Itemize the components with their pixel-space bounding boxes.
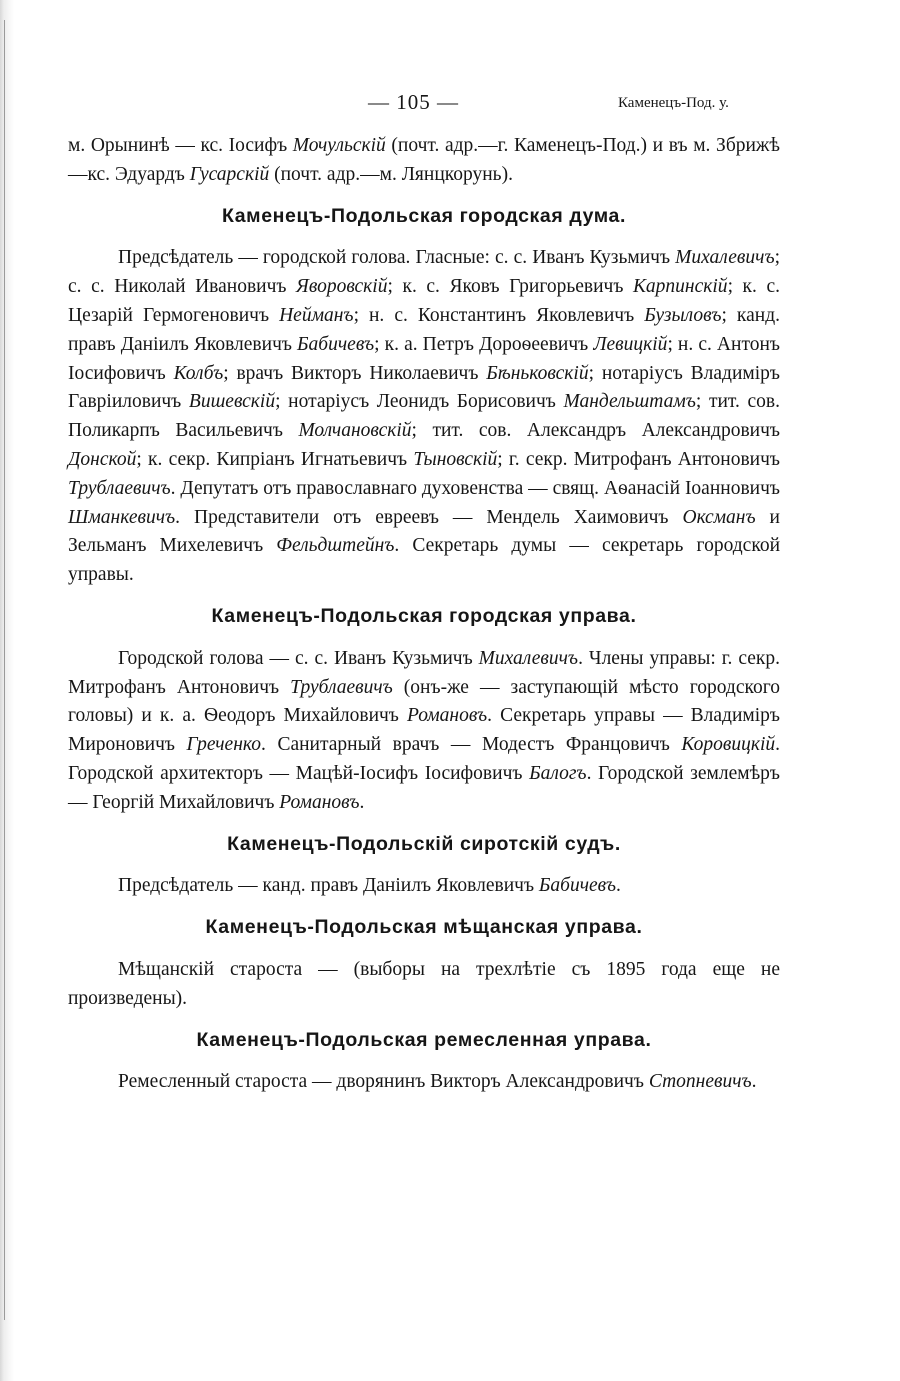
section-heading-duma: Каменецъ-Подольская городская дума.: [221, 204, 626, 227]
duma-paragraph: [68, 244, 780, 590]
text: Ремесленный староста — дворянинъ Викторъ Александровичъ: [118, 1071, 649, 1093]
page-binding-edge: [0, 0, 14, 1381]
text: . Депутатъ отъ православнаго духовенства — свящ. Аѳанасій Іоанновичъ: [170, 477, 780, 499]
text: ; канд. правъ Даніилъ Яковлевичъ: [68, 304, 780, 355]
sirotsky-paragraph: [68, 872, 780, 901]
text: . Представители отъ евреевъ — Мендель Хаимовичъ: [175, 506, 683, 528]
text: ; к. с. Цезарій Гермогеновичъ: [68, 276, 780, 326]
text: ; нотаріусъ Владиміръ Гавріиловичъ: [68, 362, 780, 413]
intro-paragraph: [68, 132, 780, 190]
surname: Молчановскій: [298, 420, 412, 442]
surname: Бабичевъ: [538, 875, 617, 897]
text: . Городской архитекторъ — Мацѣй-Іосифъ Іосифовичъ: [68, 734, 780, 784]
running-head: Каменецъ-Под. у.: [618, 95, 729, 111]
text: ; тит. сов. Поликарпъ Васильевичъ: [68, 391, 780, 442]
surname: Вишевскій: [188, 391, 276, 413]
text: .: [751, 1071, 757, 1093]
surname: Оксманъ: [682, 506, 756, 528]
text: ; к. а. Петръ Дороѳеевичъ: [374, 333, 594, 355]
surname: Колбъ: [173, 362, 224, 384]
page-header: [0, 90, 900, 120]
surname: Шманкевичъ: [68, 506, 176, 528]
page-binding-line: [4, 20, 5, 1320]
text: Мѣщанскій староста — (выборы на трехлѣтіе съ 1895 года еще не произведены).: [68, 958, 780, 1009]
text: Городской голова — с. с. Иванъ Кузьмичъ: [118, 647, 479, 669]
surname: Бабичевъ: [297, 333, 375, 355]
surname: Мандельштамъ: [563, 391, 696, 413]
text: ; н. с. Константинъ Яковлевичъ: [353, 304, 645, 326]
text: ; к. с. Яковъ Григорьевичъ: [387, 276, 633, 298]
meshchanskaya-paragraph: [68, 956, 780, 1014]
surname: Трублаевичъ: [290, 676, 393, 698]
text: . Секретарь управы — Владиміръ Мироновичъ: [68, 705, 781, 756]
text: . Секретарь думы — секретарь городской управы.: [68, 535, 781, 586]
text: Предсѣдатель — канд. правъ Даніилъ Яковлевичъ: [118, 875, 539, 897]
surname: Балогъ: [529, 762, 587, 784]
text: . Члены управы: г. секр. Митрофанъ Антоновичъ: [68, 647, 781, 698]
text: (почт. адр.—г. Каменецъ-Под.) и въ м. Збрижѣ—кс. Эдуардъ: [68, 135, 780, 185]
surname: Гусарскій: [189, 163, 270, 185]
text: ; г. секр. Митрофанъ Антоновичъ: [497, 448, 780, 470]
surname: Романовъ: [407, 705, 488, 727]
surname: Бузыловъ: [644, 304, 722, 326]
text: ; врачъ Викторъ Николаевичъ: [223, 362, 487, 384]
text: . Городской землемѣръ — Георгій Михайловичъ: [68, 762, 780, 813]
page-number: — 105 —: [368, 90, 459, 114]
text: .: [359, 791, 365, 813]
text: ; к. секр. Кипріанъ Игнатьевичъ: [136, 448, 414, 470]
text: ; н. с. Антонъ Іосифовичъ: [68, 333, 780, 384]
surname: Трублаевичъ: [68, 477, 171, 499]
text: м. Орынинѣ — кс. Іосифъ: [68, 135, 293, 156]
surname: Тыновскій: [413, 448, 498, 470]
surname: Коровицкій: [681, 734, 776, 756]
section-heading-sirotsky-sud: Каменецъ-Подольскій сиротскій судъ.: [227, 832, 621, 855]
text: ; тит. сов. Александръ Александровичъ: [411, 420, 780, 442]
surname: Романовъ: [279, 791, 360, 813]
text: .: [616, 875, 621, 897]
surname: Михалевичъ: [675, 247, 775, 269]
text: и Зельманъ Михелевичъ: [68, 506, 780, 557]
text: (онъ-же — заступающій мѣсто городского головы) и к. а. Ѳеодоръ Михайловичъ: [68, 676, 780, 727]
section-heading-remeslennaya: Каменецъ-Подольская ремесленная управа.: [196, 1028, 652, 1051]
surname: Яворовскій: [296, 276, 388, 298]
text: (почт. адр.—м. Лянцкорунь).: [269, 163, 513, 185]
surname: Греченко: [186, 734, 262, 756]
section-heading-uprava: Каменецъ-Подольская городская управа.: [211, 604, 637, 627]
text: ; с. с. Николай Ивановичъ: [68, 247, 780, 298]
text: Предсѣдатель — городской голова. Гласные: с. с. Иванъ Кузьмичъ: [118, 247, 676, 269]
surname: Стопневичъ: [648, 1071, 752, 1093]
surname: Михалевичъ: [478, 647, 579, 669]
surname: Левицкій: [593, 333, 668, 355]
uprava-paragraph: [68, 645, 780, 818]
surname: Карпинскій: [632, 276, 728, 298]
text: ; нотаріусъ Леонидъ Борисовичъ: [275, 391, 564, 413]
surname: Нейманъ: [279, 304, 354, 326]
page-content: [68, 132, 780, 1097]
surname: Мочульскій: [292, 135, 386, 156]
remeslennaya-paragraph: [68, 1068, 780, 1097]
surname: Фельдштейнъ: [276, 535, 395, 557]
surname: Бѣньковскій: [486, 362, 589, 384]
section-heading-meshchanskaya: Каменецъ-Подольская мѣщанская управа.: [205, 916, 643, 939]
surname: Донской: [68, 448, 137, 470]
text: . Санитарный врачъ — Модестъ Францовичъ: [261, 734, 682, 756]
